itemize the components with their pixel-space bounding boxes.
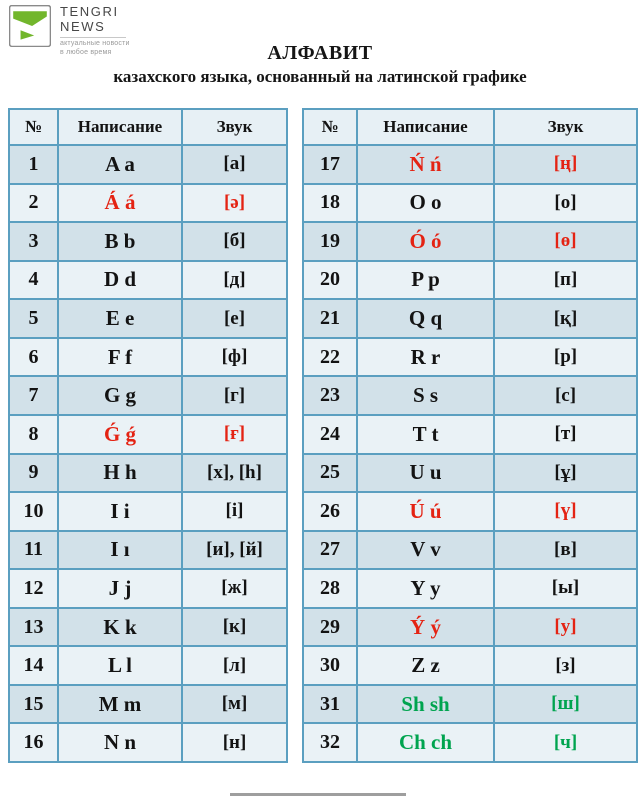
- table-row: [9, 685, 287, 724]
- row-number: 3: [9, 222, 58, 261]
- row-number: 32: [303, 723, 357, 762]
- table-row: [303, 415, 637, 454]
- row-letters: T t: [357, 415, 494, 454]
- row-letters: Ǵ ǵ: [58, 415, 182, 454]
- row-sound: [ж]: [182, 569, 287, 608]
- table-row: [9, 415, 287, 454]
- row-sound: [ғ]: [182, 415, 287, 454]
- table-row: [303, 531, 637, 570]
- row-number: 17: [303, 145, 357, 184]
- row-number: 15: [9, 685, 58, 724]
- table-row: [9, 261, 287, 300]
- row-number: 14: [9, 646, 58, 685]
- row-sound: [б]: [182, 222, 287, 261]
- row-sound: [м]: [182, 685, 287, 724]
- table-row: [9, 608, 287, 647]
- logo-brand-top: TENGRI: [60, 4, 119, 19]
- table-row: [303, 569, 637, 608]
- row-sound: [қ]: [494, 299, 637, 338]
- row-number: 5: [9, 299, 58, 338]
- row-letters: Sh sh: [357, 685, 494, 724]
- page-subtitle: казахского языка, основанный на латинской графике: [113, 67, 527, 86]
- alphabet-tables: [8, 108, 638, 763]
- column-header-spelling: Написание: [58, 109, 182, 145]
- row-letters: M m: [58, 685, 182, 724]
- column-header-sound: Звук: [182, 109, 287, 145]
- row-number: 23: [303, 376, 357, 415]
- row-letters: S s: [357, 376, 494, 415]
- row-sound: [х], [h]: [182, 454, 287, 493]
- row-letters: N n: [58, 723, 182, 762]
- table-row: [303, 723, 637, 762]
- row-sound: [р]: [494, 338, 637, 377]
- row-number: 29: [303, 608, 357, 647]
- row-sound: [ұ]: [494, 454, 637, 493]
- row-letters: Z z: [357, 646, 494, 685]
- row-letters: A a: [58, 145, 182, 184]
- logo-divider-line: [60, 37, 126, 38]
- logo-tagline-line1: актуальные новости: [60, 40, 130, 48]
- row-number: 4: [9, 261, 58, 300]
- row-letters: Q q: [357, 299, 494, 338]
- row-sound: [а]: [182, 145, 287, 184]
- row-letters: P p: [357, 261, 494, 300]
- row-number: 13: [9, 608, 58, 647]
- row-letters: R r: [357, 338, 494, 377]
- table-row: [303, 454, 637, 493]
- row-sound: [ү]: [494, 492, 637, 531]
- column-header-spelling: Написание: [357, 109, 494, 145]
- row-letters: I ı: [58, 531, 182, 570]
- row-sound: [ы]: [494, 569, 637, 608]
- row-number: 26: [303, 492, 357, 531]
- row-sound: [ч]: [494, 723, 637, 762]
- row-letters: L l: [58, 646, 182, 685]
- row-sound: [з]: [494, 646, 637, 685]
- table-row: [303, 492, 637, 531]
- row-sound: [о]: [494, 184, 637, 223]
- table-row: [9, 454, 287, 493]
- table-row: [9, 569, 287, 608]
- row-sound: [г]: [182, 376, 287, 415]
- table-row: [303, 608, 637, 647]
- table-row: [303, 145, 637, 184]
- table-row: [9, 338, 287, 377]
- row-sound: [к]: [182, 608, 287, 647]
- row-letters: D d: [58, 261, 182, 300]
- column-header-number: №: [9, 109, 58, 145]
- row-sound: [п]: [494, 261, 637, 300]
- logo-brand-bottom: NEWS: [60, 18, 106, 34]
- row-letters: K k: [58, 608, 182, 647]
- row-sound: [ф]: [182, 338, 287, 377]
- row-number: 6: [9, 338, 58, 377]
- row-sound: [д]: [182, 261, 287, 300]
- table-row: [303, 646, 637, 685]
- row-number: 16: [9, 723, 58, 762]
- row-sound: [л]: [182, 646, 287, 685]
- row-number: 22: [303, 338, 357, 377]
- row-number: 30: [303, 646, 357, 685]
- row-number: 2: [9, 184, 58, 223]
- row-letters: Ch ch: [357, 723, 494, 762]
- row-number: 10: [9, 492, 58, 531]
- table-row: [9, 376, 287, 415]
- row-letters: Á á: [58, 184, 182, 223]
- row-letters: I i: [58, 492, 182, 531]
- row-letters: U u: [357, 454, 494, 493]
- row-sound: [т]: [494, 415, 637, 454]
- row-sound: [ө]: [494, 222, 637, 261]
- row-letters: G g: [58, 376, 182, 415]
- table-row: [9, 492, 287, 531]
- table-row: [303, 376, 637, 415]
- row-number: 1: [9, 145, 58, 184]
- table-row: [9, 222, 287, 261]
- table-row: [303, 222, 637, 261]
- alphabet-table-left: [8, 108, 288, 763]
- row-number: 11: [9, 531, 58, 570]
- alphabet-table-right: [302, 108, 638, 763]
- row-number: 31: [303, 685, 357, 724]
- row-sound: [с]: [494, 376, 637, 415]
- row-letters: Ú ú: [357, 492, 494, 531]
- header-row: [9, 109, 287, 145]
- table-row: [303, 261, 637, 300]
- heading-block: [0, 42, 640, 87]
- row-number: 8: [9, 415, 58, 454]
- table-row: [303, 184, 637, 223]
- row-number: 9: [9, 454, 58, 493]
- row-letters: H h: [58, 454, 182, 493]
- row-number: 24: [303, 415, 357, 454]
- row-number: 27: [303, 531, 357, 570]
- page-title: АЛФАВИТ: [267, 42, 373, 64]
- row-sound: [и], [й]: [182, 531, 287, 570]
- tengrinews-logo-icon: [9, 5, 51, 47]
- row-sound: [н]: [182, 723, 287, 762]
- row-letters: Ó ó: [357, 222, 494, 261]
- table-row: [303, 299, 637, 338]
- row-number: 21: [303, 299, 357, 338]
- row-number: 18: [303, 184, 357, 223]
- table-row: [9, 299, 287, 338]
- row-sound: [у]: [494, 608, 637, 647]
- row-letters: E e: [58, 299, 182, 338]
- row-number: 20: [303, 261, 357, 300]
- row-letters: J j: [58, 569, 182, 608]
- row-sound: [ә]: [182, 184, 287, 223]
- bottom-divider-bar: [230, 793, 406, 796]
- column-header-number: №: [303, 109, 357, 145]
- row-sound: [в]: [494, 531, 637, 570]
- table-row: [9, 531, 287, 570]
- table-row: [9, 145, 287, 184]
- table-row: [9, 646, 287, 685]
- row-sound: [е]: [182, 299, 287, 338]
- row-number: 7: [9, 376, 58, 415]
- row-letters: Ń ń: [357, 145, 494, 184]
- row-letters: Ý ý: [357, 608, 494, 647]
- logo-tagline-line2: в любое время: [60, 48, 112, 56]
- row-letters: F f: [58, 338, 182, 377]
- row-sound: [і]: [182, 492, 287, 531]
- row-letters: V v: [357, 531, 494, 570]
- column-header-sound: Звук: [494, 109, 637, 145]
- table-row: [9, 184, 287, 223]
- row-sound: [ш]: [494, 685, 637, 724]
- row-number: 12: [9, 569, 58, 608]
- row-sound: [ң]: [494, 145, 637, 184]
- table-row: [303, 338, 637, 377]
- row-number: 28: [303, 569, 357, 608]
- row-letters: B b: [58, 222, 182, 261]
- row-number: 25: [303, 454, 357, 493]
- row-letters: Y y: [357, 569, 494, 608]
- header-row: [303, 109, 637, 145]
- table-row: [303, 685, 637, 724]
- row-letters: O o: [357, 184, 494, 223]
- table-row: [9, 723, 287, 762]
- row-number: 19: [303, 222, 357, 261]
